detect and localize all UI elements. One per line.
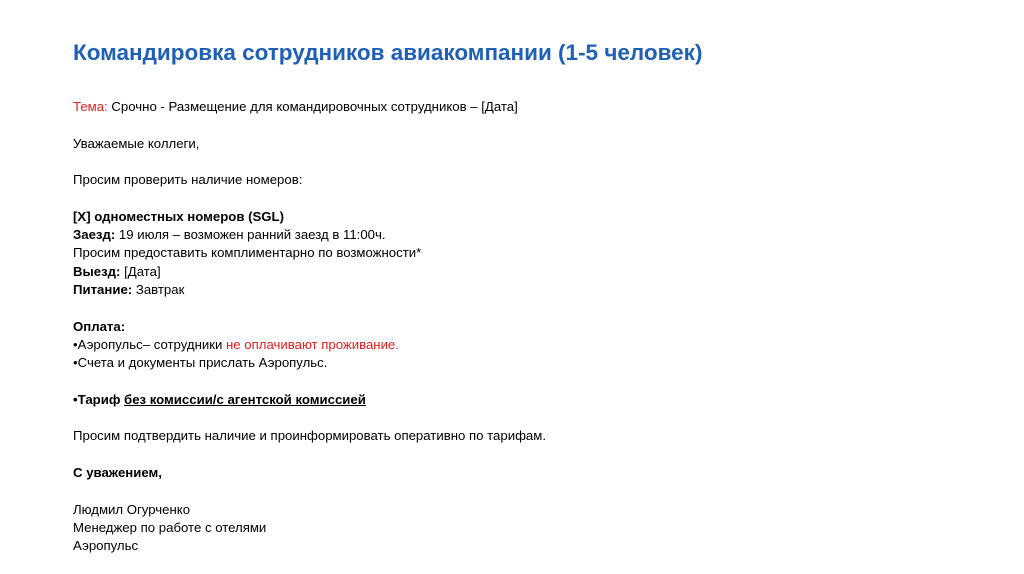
checkin-line <box>73 226 546 244</box>
subject-text: Срочно - Размещение для командировочных сотрудников – [Дата] <box>107 99 518 114</box>
signature-company: Аэропульс <box>73 538 139 554</box>
closing: С уважением, <box>73 464 162 480</box>
subject-label: Тема: <box>73 99 108 114</box>
payment-highlight: не оплачивают проживание <box>226 336 396 352</box>
page-title: Командировка сотрудников авиакомпании (1-5 человек) <box>73 40 703 65</box>
tariff-value: без комиссии/с агентской комиссией <box>124 391 366 407</box>
subject-line <box>73 98 546 116</box>
rooms-line: [X] одноместных номеров (SGL) <box>73 208 284 224</box>
signature-title: Менеджер по работе с отелями <box>73 519 267 535</box>
request-line: Просим проверить наличие номеров: <box>73 172 303 188</box>
payment-line-1-suffix: . <box>395 336 399 352</box>
checkout-line <box>73 263 546 281</box>
meals-label: Питание: <box>73 281 133 297</box>
tariff-line <box>73 391 546 409</box>
greeting: Уважаемые коллеги, <box>73 135 200 151</box>
confirm-request: Просим подтвердить наличие и проинформировать оперативно по тарифам. <box>73 428 546 444</box>
payment-heading: Оплата: <box>73 318 126 334</box>
checkout-label: Выезд: <box>73 263 121 279</box>
meals-text: Завтрак <box>132 281 185 297</box>
meals-line <box>73 281 546 299</box>
tariff-label: •Тариф <box>73 391 125 407</box>
signature-name: Людмил Огурченко <box>73 501 191 517</box>
checkout-text: [Дата] <box>120 263 161 279</box>
email-letter <box>73 98 546 555</box>
checkin-label: Заезд: <box>73 227 116 243</box>
payment-line-1-prefix: •Аэропульс– сотрудники <box>73 336 227 352</box>
checkin-text: 19 июля – возможен ранний заезд в 11:00ч. <box>115 227 386 243</box>
payment-line-2: •Счета и документы прислать Аэропульс. <box>73 355 328 371</box>
payment-line-1 <box>73 336 546 354</box>
complimentary-note: Просим предоставить комплиментарно по возможности* <box>73 245 422 261</box>
